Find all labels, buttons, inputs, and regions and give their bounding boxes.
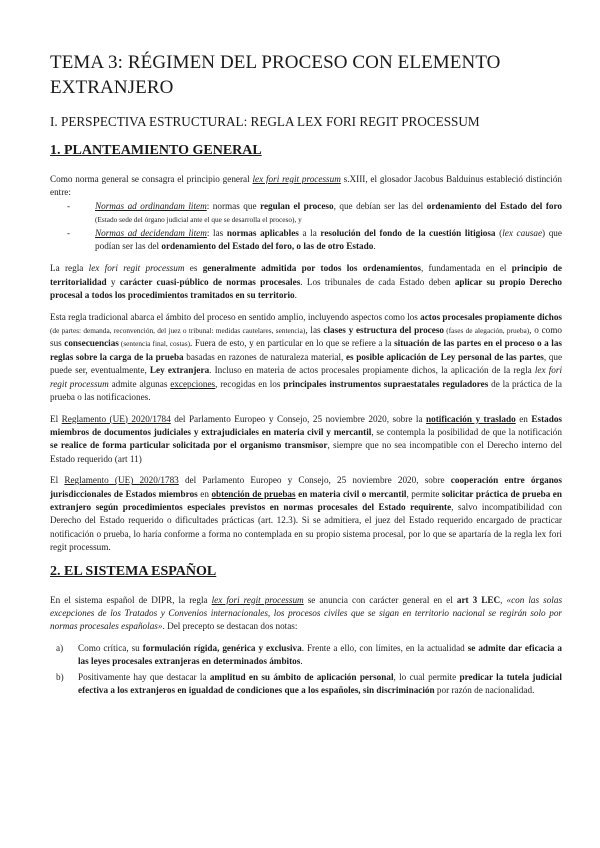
list-item: - Normas ad decidendam litem: las normas aplicables a la resolución del fondo de la cuestión litigiosa (lex causae) que podían ser las del ordenamiento del Estado del foro, o las de otro Estado. bbox=[67, 227, 562, 252]
paragraph-ambito: Esta regla tradicional abarca el ámbito del proceso en sentido amplio, incluyendo aspectos como los actos procesales propiamente dichos (de partes: demanda, reconvención, del juez o tribunal: medidas cautelares, sentencia), las clases y estructura del proceso (fases de alegación, prueba), o como sus consecuencias (sentencia final, costas). Fuera de esto, y en particular en lo que se refiere a la situación de las partes en el proceso o a las reglas sobre la carga de la prueba basadas en razones de naturaleza material, es posible aplicación de Ley personal de las partes, que puede ser, eventualmente, Ley extranjera. Incluso en materia de actos procesales propiamente dichos, la aplicación de la regla lex fori regit processum admite algunas excepciones, recogidas en los principales instrumentos supraestatales reguladores de la práctica de la prueba o las notificaciones. bbox=[50, 311, 563, 403]
document-title: TEMA 3: RÉGIMEN DEL PROCESO CON ELEMENTO EXTRANJERO bbox=[50, 52, 501, 98]
list-item: a) Como crítica, su formulación rígida, genérica y exclusiva. Frente a ello, con límites, en la actualidad se admite dar eficacia a las leyes procesales extranjeras en determinados ámbitos. bbox=[56, 642, 562, 667]
distinction-list bbox=[50, 200, 562, 254]
section-heading-sistema-espanol: 2. EL SISTEMA ESPAÑOL bbox=[50, 563, 217, 579]
list-item: b) Positivamente hay que destacar la amplitud en su ámbito de aplicación personal, lo cual permite predicar la tutela judicial efectiva a los extranjeros en igualdad de condiciones que a los españoles, sin discriminación por razón de nacionalidad. bbox=[56, 671, 562, 695]
section-heading-planteamiento: 1. PLANTEAMIENTO GENERAL bbox=[50, 143, 262, 158]
paragraph-lex-fori: La regla lex fori regit processum es generalmente admitida por todos los ordenamientos, fundamentada en el principio de territorialidad y carácter cuasi-público de normas procesales. Los tribunales de cada Estado deben aplicar su propio Derecho procesal a todos los procedimientos tramitados en su territorio. bbox=[50, 263, 563, 301]
paragraph-reglamento-1783: El Reglamento (UE) 2020/1783 del Parlamento Europeo y Consejo, 25 noviembre 2020, sobre cooperación entre órganos jurisdiccionales de Estados miembros en obtención de pruebas en materia civil o mercantil, permite solicitar práctica de prueba en extranjero según procedimientos especiales previstos en normas procesales del Estado requirente, salvo incompatibilidad con Derecho del Estado requerido o dificultades prácticas (art. 12.3). Si se admitiera, el juez del Estado requerido encargado de practicar notificación o prueba, lo haría conforme a forma no contemplada en su propio sistema procesal, por lo que se apartaría de la regla lex fori regit processum. bbox=[50, 475, 562, 553]
notes-list bbox=[50, 642, 562, 698]
list-item: - Normas ad ordinandam litem: normas que regulan el proceso, que debían ser las del ordenamiento del Estado del foro (Estado sede del órgano judicial ante el que se desarrolla el proceso), y bbox=[67, 200, 562, 225]
paragraph-reglamento-1784: El Reglamento (UE) 2020/1784 del Parlamento Europeo y Consejo, 25 noviembre 2020, sobre la notificación y traslado en Estados miembros de documentos judiciales y extrajudiciales en materia civil y mercantil, se contempla la posibilidad de que la notificación se realice de forma particular solicitada por el organismo transmisor, siempre que no sea incompatible con el Derecho interno del Estado requerido (art 11) bbox=[50, 413, 562, 464]
intro-paragraph: Como norma general se consagra el principio general lex fori regit processum s.XIII, el glosador Jacobus Balduinus estableció distinción entre: bbox=[50, 174, 563, 198]
paragraph-sistema-espanol: En el sistema español de DIPR, la regla lex fori regit processum se anuncia con carácter general en el art 3 LEC, «con las solas excepciones de los Tratados y Convenios internacionales, los procesos civiles que se sigan en territorio nacional se regirán solo por normas procesales españolas». Del precepto se destacan dos notas: bbox=[50, 594, 563, 632]
section-subtitle: I. PERSPECTIVA ESTRUCTURAL: REGLA LEX FORI REGIT PROCESSUM bbox=[50, 114, 480, 129]
